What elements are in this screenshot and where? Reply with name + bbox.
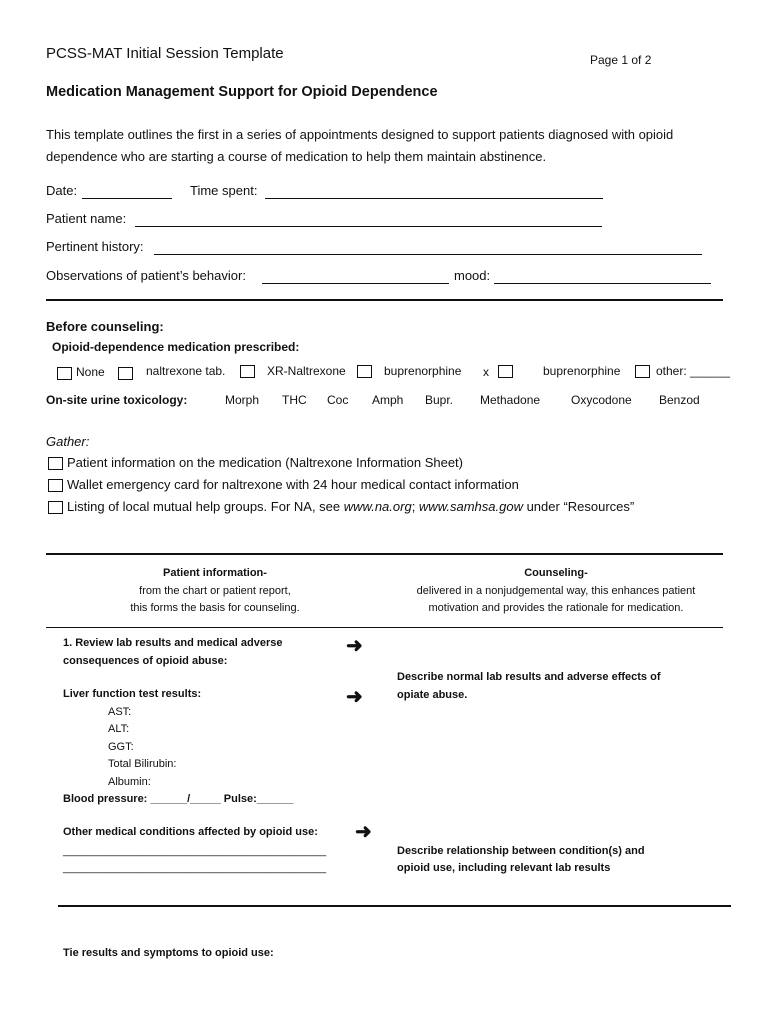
naltrexone-label: naltrexone tab. [146, 364, 226, 378]
history-field[interactable] [154, 254, 702, 255]
xr-naltrexone-label: XR-Naltrexone [267, 364, 346, 378]
gather-checkbox-3[interactable] [48, 501, 63, 514]
tox-bupr: Bupr. [425, 393, 454, 407]
describe-lab-line-2: opiate abuse. [397, 689, 468, 701]
observations-field[interactable] [262, 283, 449, 284]
tox-morph: Morph [225, 393, 260, 407]
medication-heading: Opioid-dependence medication prescribed: [52, 340, 300, 354]
blood-pressure-line: Blood pressure: ______/_____ Pulse:______ [63, 793, 294, 805]
tox-methadone: Methadone [480, 393, 541, 407]
gather-item-2: Wallet emergency card for naltrexone with 24 hour medical contact information [67, 477, 519, 492]
lab-bilirubin: Total Bilirubin: [108, 758, 177, 770]
urine-tox-label: On-site urine toxicology: [46, 393, 188, 407]
lab-albumin: Albumin: [108, 776, 151, 788]
tox-amph: Amph [372, 393, 404, 407]
resources-text: under “Resources” [522, 499, 635, 514]
counseling-heading: Counseling- [524, 567, 588, 579]
other-conditions-label: Other medical conditions affected by opioid use: [63, 826, 318, 838]
lab-ggt: GGT: [108, 741, 134, 753]
other-conditions-blank-2[interactable]: ___________________________________________ [63, 862, 327, 874]
na-link[interactable]: www.na.org [343, 499, 412, 514]
section-end-rule [58, 905, 731, 907]
observations-label: Observations of patient’s behavior: [46, 268, 246, 283]
mood-field[interactable] [494, 283, 711, 284]
arrow-right-icon: ➜ [346, 686, 363, 708]
arrow-right-icon: ➜ [355, 821, 372, 843]
tox-benzod: Benzod [659, 393, 700, 407]
gather-item-3-text: Listing of local mutual help groups. For NA, see [67, 499, 344, 514]
intro-paragraph: This template outlines the first in a series of appointments designed to support patients diagnosed with opioid dependence who are starting a course of medication to help them maintain abstinence. [46, 127, 674, 164]
samhsa-link[interactable]: www.samhsa.gow [418, 499, 523, 514]
time-spent-label: Time spent: [190, 183, 258, 198]
page-number: Page 1 of 2 [590, 53, 652, 67]
liver-function-label: Liver function test results: [63, 688, 202, 700]
buprenorphine-checkbox[interactable] [357, 365, 372, 378]
counseling-sub-2: motivation and provides the rationale for medication. [428, 602, 684, 614]
lab-alt: ALT: [108, 723, 130, 735]
tox-thc: THC [282, 393, 307, 407]
review-lab-line-1: 1. Review lab results and medical adverse [63, 637, 283, 649]
naltrexone-checkbox[interactable] [118, 367, 133, 380]
describe-lab-line-1: Describe normal lab results and adverse effects of [397, 671, 661, 683]
time-spent-field[interactable] [265, 198, 603, 199]
gather-checkbox-1[interactable] [48, 457, 63, 470]
table-header-rule [46, 627, 723, 628]
document-title: Medication Management Support for Opioid Dependence [46, 84, 438, 100]
lab-ast: AST: [108, 706, 132, 718]
other-label: other: ______ [656, 364, 731, 378]
date-field[interactable] [82, 198, 172, 199]
patient-info-sub-2: this forms the basis for counseling. [130, 602, 300, 614]
xr-naltrexone-checkbox[interactable] [240, 365, 255, 378]
tie-results-label: Tie results and symptoms to opioid use: [63, 947, 274, 959]
other-conditions-blank-1[interactable]: ___________________________________________ [63, 845, 327, 857]
tox-oxycodone: Oxycodone [571, 393, 632, 407]
gather-label: Gather: [46, 434, 90, 449]
review-lab-line-2: consequences of opioid abuse: [63, 655, 228, 667]
template-title: PCSS-MAT Initial Session Template [46, 45, 284, 62]
date-label: Date: [46, 183, 78, 198]
patient-info-heading: Patient information- [163, 567, 267, 579]
section-divider [46, 299, 723, 301]
gather-checkbox-2[interactable] [48, 479, 63, 492]
before-counseling-heading: Before counseling: [46, 319, 164, 334]
mood-label: mood: [454, 268, 491, 283]
link-separator: ; [411, 499, 419, 514]
patient-name-label: Patient name: [46, 211, 127, 226]
buprenorphine-combo-checkbox[interactable] [498, 365, 513, 378]
none-label: None [76, 365, 105, 379]
combo-x-label: x [483, 365, 489, 379]
buprenorphine-label: buprenorphine [384, 364, 462, 378]
table-top-rule [46, 553, 723, 555]
describe-relationship-line-2: opioid use, including relevant lab results [397, 862, 611, 874]
describe-relationship-line-1: Describe relationship between condition(s) and [397, 845, 645, 857]
buprenorphine-2-label: buprenorphine [543, 364, 621, 378]
gather-item-3 [67, 499, 634, 514]
history-label: Pertinent history: [46, 239, 144, 254]
counseling-sub-1: delivered in a nonjudgemental way, this enhances patient [416, 585, 696, 597]
patient-info-sub-1: from the chart or patient report, [139, 585, 291, 597]
gather-item-1: Patient information on the medication (Naltrexone Information Sheet) [67, 455, 463, 470]
arrow-right-icon: ➜ [346, 635, 363, 657]
other-checkbox[interactable] [635, 365, 650, 378]
tox-coc: Coc [327, 393, 349, 407]
patient-name-field[interactable] [135, 226, 602, 227]
none-checkbox[interactable] [57, 367, 72, 380]
